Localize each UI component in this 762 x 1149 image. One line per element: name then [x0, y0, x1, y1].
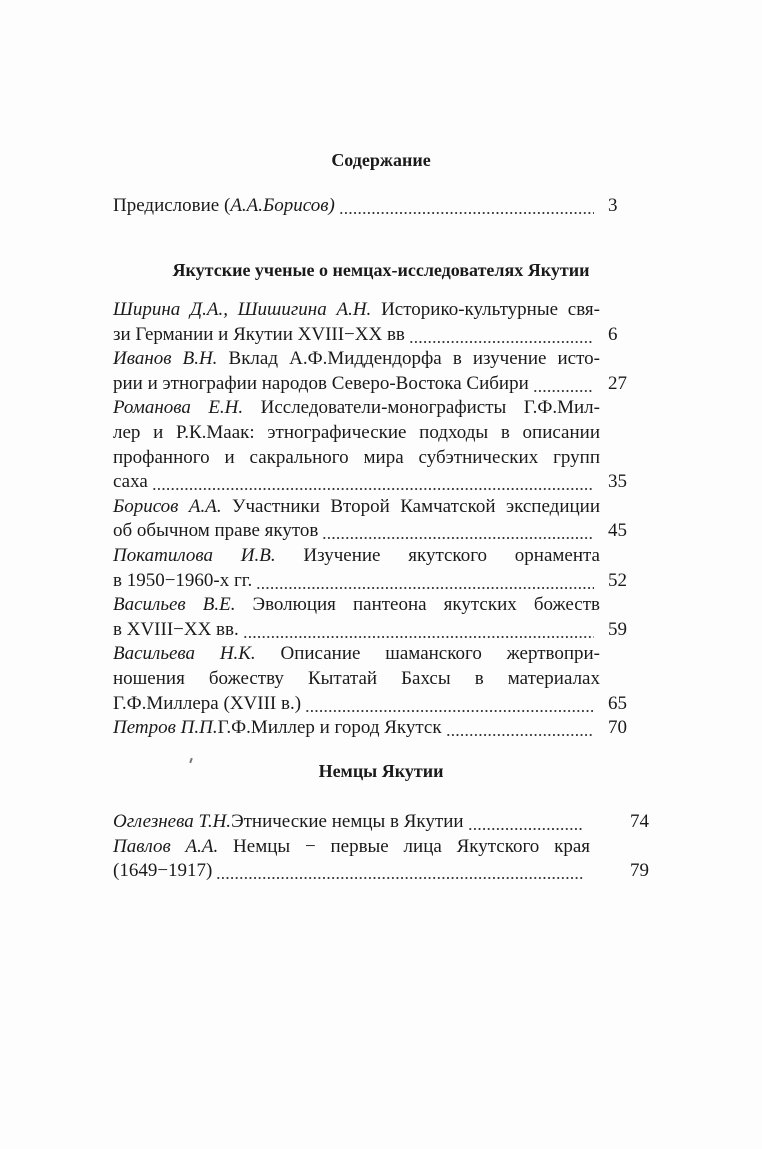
- entry-title: зи Германии и Якутии XVIII−XX вв: [113, 323, 405, 345]
- entry-author: Ширина Д.А., Шишигина А.Н.: [113, 299, 372, 320]
- entry-title: Участники Второй Камчатской экспедиции: [221, 495, 600, 517]
- entry-title: Исследователи-монографисты Г.Ф.Мил-: [243, 397, 600, 419]
- dot-leader: [305, 692, 594, 717]
- entry-line: [113, 372, 648, 397]
- page-number: 79: [630, 860, 649, 882]
- entry-line: [113, 298, 600, 323]
- toc-entry: [113, 495, 648, 544]
- entry-author: Оглезнева Т.Н.: [113, 811, 232, 832]
- entry-line: [113, 347, 600, 372]
- entry-line: [113, 835, 590, 860]
- entry-title: Предисловие (А.А.Борисов): [113, 195, 335, 216]
- entry-author: Покатилова И.В.: [113, 544, 276, 566]
- entry-line: [113, 569, 648, 594]
- page-number: 35: [608, 471, 627, 493]
- entry-line: ношения божеству Кытатай Бахсы в материалах: [113, 667, 600, 689]
- entry-title: Этнические немцы в Якутии: [231, 811, 464, 832]
- entry-line: [113, 642, 600, 667]
- entry-title: Немцы − первые лица Якутского края: [218, 835, 590, 857]
- section-heading: Якутские ученые о немцах-исследователях Якутии: [172, 260, 590, 280]
- entry-author: Васильев В.Е.: [113, 594, 236, 616]
- entry-line: [113, 519, 648, 544]
- toc-entry: [113, 810, 670, 835]
- page-number: 27: [608, 372, 627, 394]
- page-number: 3: [608, 195, 618, 216]
- entry-author: Петров П.П.: [113, 717, 218, 739]
- entry-title: в 1950−1960-х гг.: [113, 569, 253, 591]
- entry-author: Иванов В.Н.: [113, 348, 218, 370]
- dot-leader: [256, 569, 594, 594]
- entry-title: Эволюция пантеона якутских божеств: [235, 594, 600, 616]
- entry-line: [113, 544, 600, 569]
- entry-line: [113, 470, 648, 495]
- dot-leader: [446, 716, 594, 741]
- toc-entry: [113, 716, 648, 741]
- entry-title: Изучение якутского орнамента: [275, 544, 600, 566]
- entry-author: Васильева Н.К.: [113, 643, 256, 665]
- entry-line: лер и Р.К.Маак: этнографические подходы в описании: [113, 421, 600, 443]
- entry-line: [113, 495, 600, 520]
- dot-leader: [216, 859, 584, 884]
- toc-entry: [113, 298, 648, 347]
- page-number: 70: [608, 717, 627, 739]
- entry-line: [113, 396, 600, 421]
- page-number: 52: [608, 569, 627, 591]
- section-entries: [113, 810, 670, 884]
- entry-author: Борисов А.А.: [113, 495, 222, 517]
- entry-title: Вклад А.Ф.Миддендорфа в изучение исто-: [217, 348, 600, 370]
- page-number: 65: [608, 692, 627, 714]
- section-heading: Немцы Якутии: [318, 761, 444, 781]
- page-number: 45: [608, 520, 627, 542]
- entry-author: Павлов А.А.: [113, 835, 219, 857]
- entry-title: Описание шаманского жертвопри-: [255, 643, 601, 665]
- toc-entry: [113, 396, 648, 494]
- entry-line: [113, 716, 648, 741]
- dot-leader: [409, 323, 594, 348]
- entry-line: [113, 618, 648, 643]
- dot-leader: [243, 618, 594, 643]
- page-number: 74: [630, 811, 649, 832]
- dot-leader: [339, 194, 594, 219]
- entry-line: [113, 323, 648, 348]
- entry-line: [113, 692, 648, 717]
- entry-line: [113, 593, 600, 618]
- toc-entry-preface: [113, 194, 648, 219]
- entry-line: [113, 859, 670, 884]
- dot-leader: [322, 519, 594, 544]
- toc-entry: [113, 593, 648, 642]
- section-entries: [113, 298, 648, 741]
- dot-leader: [533, 372, 594, 397]
- dot-leader: [468, 810, 584, 835]
- dot-leader: [152, 470, 594, 495]
- entry-title: саха: [113, 471, 148, 493]
- page-title: Содержание: [331, 150, 431, 170]
- entry-author: Романова Е.Н.: [113, 397, 244, 419]
- entry-title: рии и этнографии народов Северо-Востока Сибири: [113, 372, 529, 394]
- toc-entry: [113, 642, 648, 716]
- entry-title: об обычном праве якутов: [113, 520, 319, 542]
- entry-title: Г.Ф.Миллера (XVIII в.): [113, 692, 302, 714]
- toc-entry: [113, 347, 648, 396]
- entry-title: Историко-культурные свя-: [371, 299, 600, 320]
- entry-line: [113, 810, 670, 835]
- entry-line: профанного и сакрального мира субэтнических групп: [113, 446, 600, 468]
- toc-entry: [113, 835, 670, 884]
- toc-entry: [113, 544, 648, 593]
- entry-title: (1649−1917): [113, 860, 213, 882]
- entry-title: в XVIII−XX вв.: [113, 618, 239, 640]
- page-number: 6: [608, 323, 618, 345]
- entry-title: Г.Ф.Миллер и город Якутск: [217, 717, 442, 739]
- page-number: 59: [608, 618, 627, 640]
